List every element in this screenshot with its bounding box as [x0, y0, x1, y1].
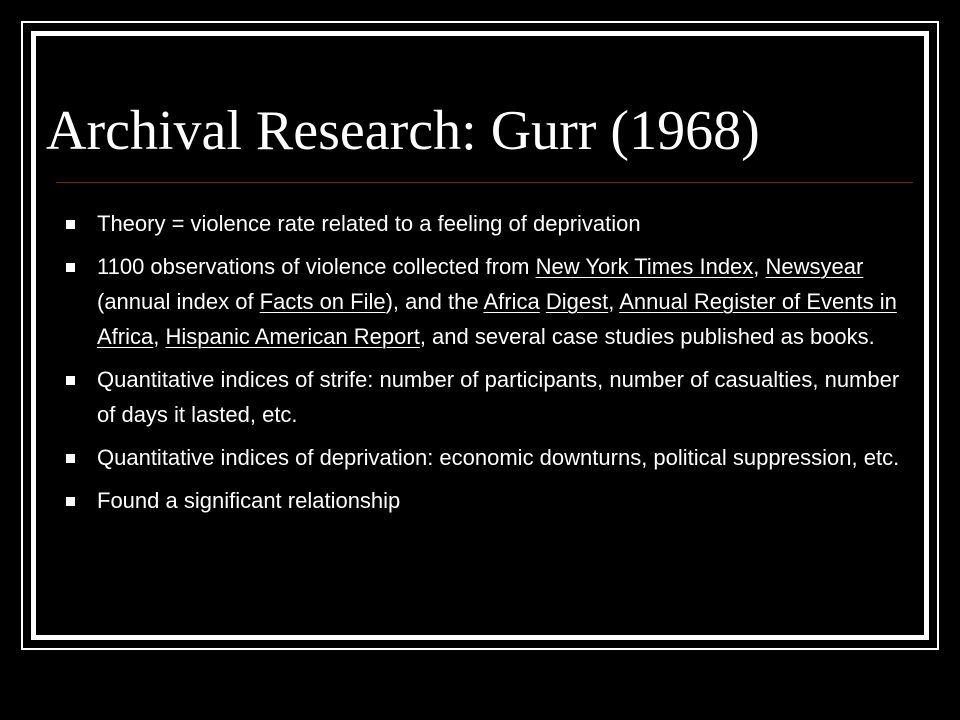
bullet-text: Quantitative indices of strife: number of participants, number of casualties, number of days it lasted, etc.: [97, 367, 900, 427]
bullet-list: [65, 206, 910, 526]
bullet-item: [65, 206, 910, 241]
square-bullet-icon: [66, 497, 75, 506]
source-title-africa: Africa: [483, 289, 540, 314]
square-bullet-icon: [66, 376, 75, 385]
bullet-text-segment: ), and the: [385, 289, 484, 314]
bullet-text: [97, 254, 897, 349]
bullet-text-segment: (annual index of: [97, 289, 260, 314]
bullet-text-segment: ,: [753, 254, 766, 279]
source-title-annual-register: Annual Register of Events in Africa: [97, 289, 897, 349]
source-title-hispanic-american-report: Hispanic American Report: [165, 324, 420, 349]
square-bullet-icon: [66, 454, 75, 463]
bullet-item: [65, 362, 910, 432]
source-title-digest: Digest: [545, 289, 609, 314]
bullet-text-segment: , and several case studies published as books.: [419, 324, 875, 349]
source-title-facts-on-file: Facts on File: [259, 289, 386, 314]
bullet-item: [65, 440, 910, 475]
slide-title: Archival Research: Gurr (1968): [46, 100, 760, 162]
bullet-text: Quantitative indices of deprivation: economic downturns, political suppression, etc.: [97, 445, 900, 470]
bullet-text: Theory = violence rate related to a feeling of deprivation: [97, 211, 641, 236]
source-title-newsyear: Newsyear: [765, 254, 864, 279]
bullet-text-segment: ,: [153, 324, 166, 349]
square-bullet-icon: [66, 220, 75, 229]
square-bullet-icon: [66, 263, 75, 272]
bullet-item: [65, 483, 910, 518]
bullet-text-segment: 1100 observations of violence collected from: [97, 254, 536, 279]
title-divider: [56, 182, 913, 183]
bullet-text-segment: ,: [608, 289, 620, 314]
source-title-new-york-times-index: New York Times Index: [535, 254, 754, 279]
bullet-text: Found a significant relationship: [97, 488, 401, 513]
bullet-item: [65, 249, 910, 354]
